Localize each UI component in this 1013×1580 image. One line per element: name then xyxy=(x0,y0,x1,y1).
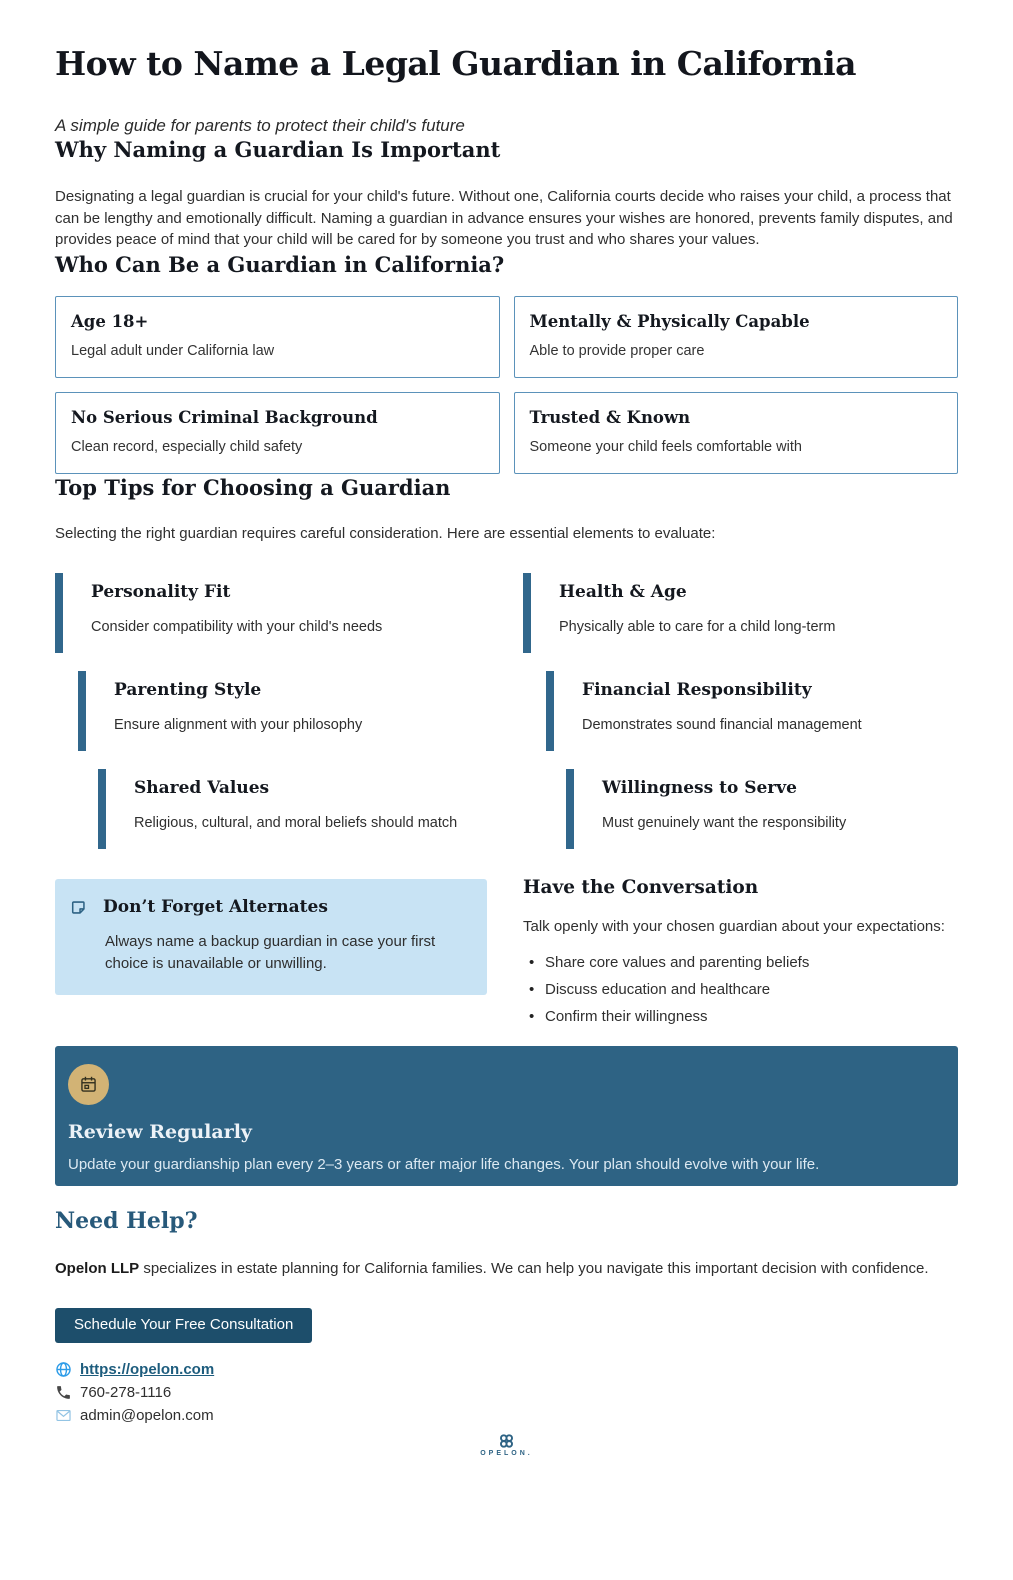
phone-icon xyxy=(55,1384,72,1401)
alternates-title: Don’t Forget Alternates xyxy=(103,897,328,917)
tip-title: Parenting Style xyxy=(114,680,262,700)
section-heading-tips: Top Tips for Choosing a Guardian xyxy=(55,474,451,500)
section-heading-who: Who Can Be a Guardian in California? xyxy=(55,251,505,277)
tip-personality-fit xyxy=(55,573,523,653)
card-title: No Serious Criminal Background xyxy=(71,407,378,427)
card-title: Age 18+ xyxy=(71,311,149,331)
contact-block xyxy=(55,1360,958,1424)
banner-heading: Review Regularly xyxy=(68,1121,252,1143)
tip-health-age xyxy=(523,573,958,653)
alternates-conversation-section xyxy=(55,879,958,1033)
card-trusted xyxy=(514,392,959,474)
tip-title: Health & Age xyxy=(559,582,687,602)
conversation-bullet-list xyxy=(523,952,958,1027)
tip-desc: Demonstrates sound financial management xyxy=(582,717,862,733)
tip-willingness-to-serve xyxy=(566,769,958,849)
website-link[interactable]: https://opelon.com xyxy=(80,1360,215,1378)
phone-number: 760-278-1116 xyxy=(80,1383,172,1401)
phone-row xyxy=(55,1383,958,1401)
section-heading-need-help: Need Help? xyxy=(55,1208,198,1234)
tip-desc: Physically able to care for a child long-term xyxy=(559,619,836,635)
website-row xyxy=(55,1360,958,1378)
card-title: Trusted & Known xyxy=(529,407,691,427)
conversation-section xyxy=(523,879,958,1033)
help-paragraph-rest: specializes in estate planning for California families. We can help you navigate this important decision with confidence. xyxy=(139,1260,929,1277)
footer-brand-wordmark: OPELON. xyxy=(480,1450,533,1457)
help-paragraph xyxy=(55,1258,958,1279)
card-desc: Able to provide proper care xyxy=(529,342,705,359)
bullet-item: • Confirm their willingness xyxy=(523,1006,958,1027)
calendar-badge xyxy=(68,1064,109,1105)
globe-icon xyxy=(55,1361,72,1378)
qualification-cards xyxy=(55,296,958,474)
tips-row xyxy=(55,671,958,751)
page-title: How to Name a Legal Guardian in California xyxy=(55,44,856,83)
card-desc: Clean record, especially child safety xyxy=(71,438,303,455)
calendar-icon xyxy=(78,1074,99,1095)
banner-body: Update your guardianship plan every 2–3 years or after major life changes. Your plan should evolve with your life. xyxy=(68,1156,820,1173)
infographic-page xyxy=(0,44,1013,1467)
tip-desc: Religious, cultural, and moral beliefs should match xyxy=(134,815,458,831)
section-heading-why: Why Naming a Guardian Is Important xyxy=(55,137,501,162)
tip-title: Personality Fit xyxy=(91,582,231,602)
page-subtitle: A simple guide for parents to protect their child's future xyxy=(55,116,465,135)
opelon-knot-logo xyxy=(498,1434,515,1448)
card-title: Mentally & Physically Capable xyxy=(529,311,810,331)
bullet-item: • Share core values and parenting beliefs xyxy=(523,952,958,973)
tips-staircase xyxy=(55,573,958,849)
tip-title: Shared Values xyxy=(134,778,270,798)
tips-intro: Selecting the right guardian requires careful consideration. Here are essential elements to evaluate: xyxy=(55,524,716,542)
tip-shared-values xyxy=(98,769,523,849)
email-row xyxy=(55,1406,958,1424)
tip-desc: Consider compatibility with your child's needs xyxy=(91,619,383,635)
bullet-item: • Discuss education and healthcare xyxy=(523,979,958,1000)
card-age xyxy=(55,296,500,378)
card-background xyxy=(55,392,500,474)
conversation-intro: Talk openly with your chosen guardian about your expectations: xyxy=(523,918,945,935)
card-capable xyxy=(514,296,959,378)
tip-desc: Must genuinely want the responsibility xyxy=(602,815,847,831)
review-regularly-banner xyxy=(55,1046,958,1186)
note-icon xyxy=(70,899,87,916)
mail-icon xyxy=(55,1407,72,1424)
conversation-heading: Have the Conversation xyxy=(523,877,759,898)
tip-financial-responsibility xyxy=(546,671,958,751)
card-desc: Legal adult under California law xyxy=(71,342,275,359)
card-desc: Someone your child feels comfortable with xyxy=(529,438,802,455)
alternates-desc: Always name a backup guardian in case your first choice is unavailable or unwilling. xyxy=(105,933,436,972)
tip-desc: Ensure alignment with your philosophy xyxy=(114,717,363,733)
tips-row xyxy=(55,769,958,849)
schedule-consultation-button[interactable]: Schedule Your Free Consultation xyxy=(55,1308,312,1343)
why-paragraph: Designating a legal guardian is crucial for your child's future. Without one, California courts decide who raises your child, a process that can be lengthy and emotionally difficult. Naming a guardian in advance ensures your wishes are honored, prevents family disputes, and provides peace of mind that your child will be cared for by someone you trust and who shares your values. xyxy=(55,188,953,248)
email-address: admin@opelon.com xyxy=(80,1406,214,1424)
alternates-callout xyxy=(55,879,487,995)
tip-parenting-style xyxy=(78,671,523,751)
tip-title: Willingness to Serve xyxy=(602,778,797,798)
footer xyxy=(55,1434,958,1457)
brand-name: Opelon LLP xyxy=(55,1260,140,1277)
tip-title: Financial Responsibility xyxy=(582,680,812,700)
tips-row xyxy=(55,573,958,653)
